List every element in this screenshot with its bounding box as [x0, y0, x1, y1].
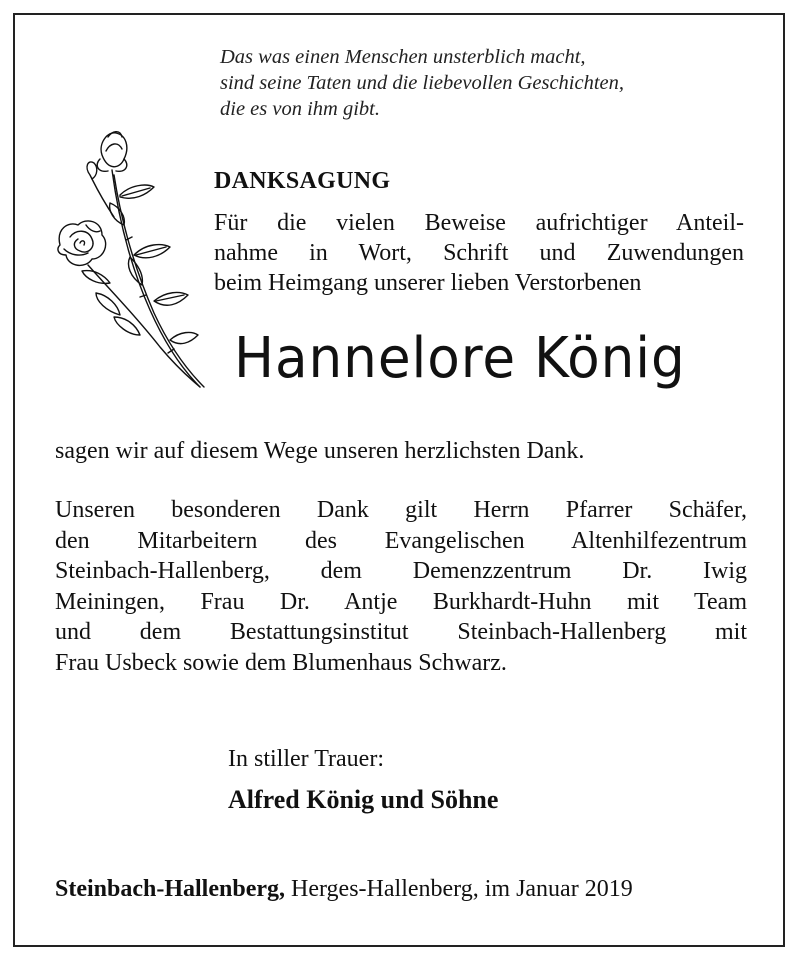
intro-line: Für die vielen Beweise aufrichtiger Anteil-: [214, 210, 744, 236]
mourning-label: In stiller Trauer:: [228, 746, 384, 772]
intro-line: beim Heimgang unserer lieben Verstorbenen: [214, 270, 642, 296]
special-thanks-line: Steinbach-Hallenberg, dem Demenzzentrum Dr. Iwig: [55, 558, 747, 584]
quote-line: die es von ihm gibt.: [220, 98, 380, 120]
memorial-quote: [220, 44, 624, 122]
special-thanks-line: und dem Bestattungsinstitut Steinbach-Hallenberg mit: [55, 619, 747, 645]
special-thanks-paragraph: [55, 495, 747, 678]
deceased-name: Hannelore König: [234, 326, 686, 391]
special-thanks-line: Unseren besonderen Dank gilt Herrn Pfarrer Schäfer,: [55, 497, 747, 523]
place-date-line: [55, 876, 633, 903]
place-rest: Herges-Hallenberg, im Januar 2019: [285, 876, 633, 902]
thanks-line: sagen wir auf diesem Wege unseren herzlichsten Dank.: [55, 438, 585, 464]
intro-paragraph: [214, 208, 744, 298]
place-bold: Steinbach-Hallenberg,: [55, 876, 286, 902]
quote-line: Das was einen Menschen unsterblich macht,: [220, 46, 586, 68]
special-thanks-line: Meiningen, Frau Dr. Antje Burkhardt-Huhn mit Team: [55, 588, 747, 615]
special-thanks-line: den Mitarbeitern des Evangelischen Altenhilfezentrum: [55, 527, 747, 554]
intro-line: nahme in Wort, Schrift und Zuwendungen: [214, 240, 744, 266]
special-thanks-line: Frau Usbeck sowie dem Blumenhaus Schwarz.: [55, 649, 507, 676]
heading-danksagung: DANKSAGUNG: [214, 168, 391, 194]
quote-line: sind seine Taten und die liebevollen Geschichten,: [220, 72, 625, 94]
family-signature: Alfred König und Söhne: [228, 785, 499, 814]
rose-icon: [50, 125, 210, 395]
